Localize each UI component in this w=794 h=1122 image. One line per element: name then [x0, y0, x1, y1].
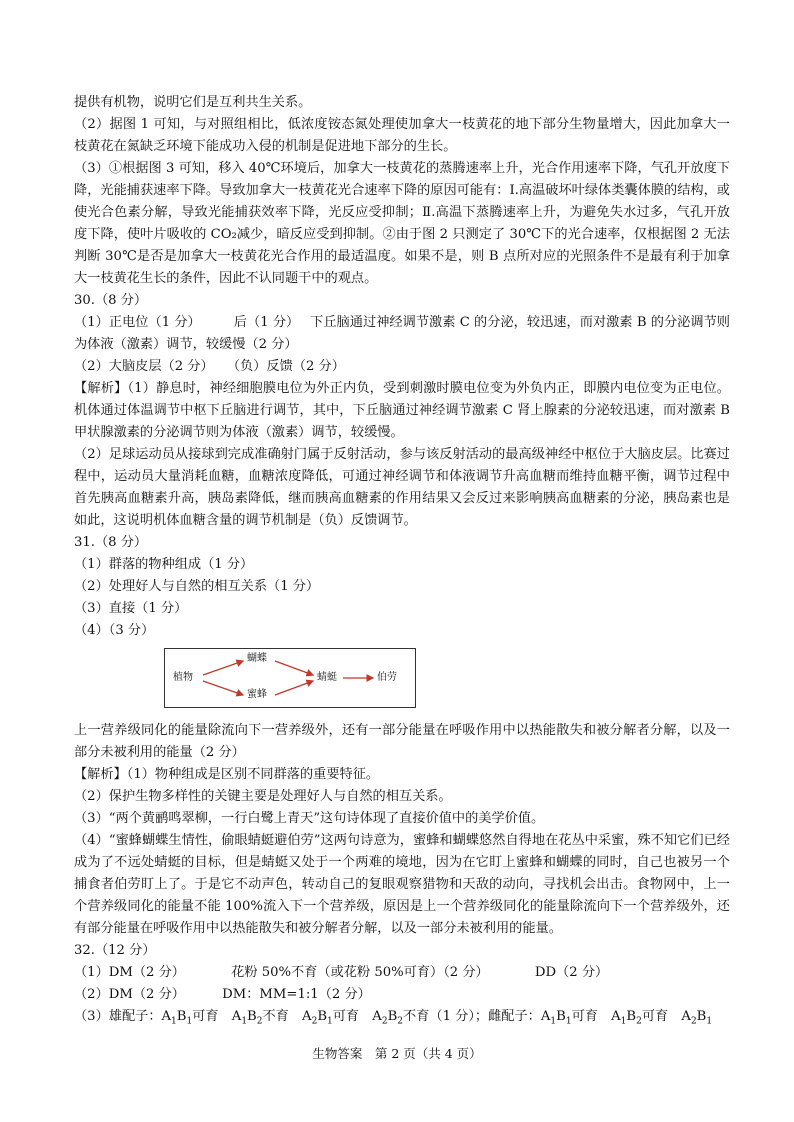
node-shrike: 伯劳 [377, 672, 397, 683]
answer-30-2: （2）大脑皮层（2 分） （负）反馈（2 分） [74, 359, 345, 374]
answer-32-1: （1）DM（2 分） 花粉 50%不育（或花粉 50%可育）（2 分） DD（2 分） [74, 965, 609, 980]
t: B [696, 1009, 707, 1024]
question-heading-31: 31.（8 分） [74, 535, 148, 550]
sub: 2 [311, 1016, 318, 1027]
sub: 2 [381, 1016, 388, 1027]
sub: 1 [241, 1016, 248, 1027]
node-bee: 蜜蜂 [247, 689, 267, 700]
page-footer: 生物答案 第 2 页（共 4 页） [312, 1046, 482, 1061]
answer-31-1: （1）群落的物种组成（1 分） [74, 557, 254, 572]
question-heading-32: 32.（12 分） [74, 943, 156, 958]
t: 可育 A [332, 1009, 382, 1024]
document-body [74, 92, 730, 1033]
node-dragonfly: 蜻蜓 [317, 672, 337, 683]
t: 不育 A [262, 1009, 312, 1024]
answer-31-4-text: 上一营养级同化的能量除流向下一营养级外，还有一部分能量在呼吸作用中以热能散失和被分解者分解，以及一部分未被利用的能量（2 分） [74, 723, 730, 760]
analysis-31-4: （4）“蜜蜂蝴蝶生情性，偷眼蜻蜓避伯劳”这两句诗意为，蜜蜂和蝴蝶悠然自得地在花丛中采蜜，殊不知它们已经成为了不远处蜻蜓的目标，但是蜻蜓又处于一个两难的境地，因为在它盯上蜜蜂和蝴蝶的同时，自己也被另一个捕食者伯劳盯上了。于是它不动声色，转动自己的复眼观察猎物和天敌的动向，寻找机会出击。食物网中，上一个营养级同化的能量不能 100%流入下一个营养级，原因是上一个营养级同化的能量除流向下一个营养级外，还有部分能量在呼吸作用中以热能散失和被分解者分解，以及一部分未被利用的能量。 [74, 833, 730, 936]
arrow-plant-butterfly [203, 661, 243, 675]
text-line: 提供有机物，说明它们是互利共生关系。 [74, 95, 312, 110]
sub: 1 [327, 1016, 333, 1027]
sub: 1 [171, 1016, 177, 1027]
node-butterfly: 蝴蝶 [247, 653, 267, 664]
sub: 2 [690, 1016, 697, 1027]
analysis-31-3: （3）“两个黄鹂鸣翠柳，一行白鹭上青天”这句诗体现了直接价值中的美学价值。 [74, 811, 545, 826]
sub: 1 [706, 1016, 713, 1027]
sub: 1 [565, 1016, 572, 1027]
answer-32-2: （2）DM（2 分） DM：MM=1:1（2 分） [74, 987, 371, 1002]
answer-32-3 [74, 1006, 730, 1033]
text-paragraph: （3）①根据图 3 可知，移入 40℃环境后，加拿大一枝黄花的蒸腾速率上升，光合作用速率下降，气孔开放度下降，光能捕获速率下降。导致加拿大一枝黄花光合速率下降的原因可能有：Ⅰ.高温破坏叶绿体类囊体膜的结构，或使光合色素分解，导致光能捕获效率下降，光反应受抑制；Ⅱ.高温下蒸腾速率上升，为避免失水过多，气孔开放度下降，使叶片吸收的 CO₂减少，暗反应受到抑制。②由于图 2 只测定了 30℃下的光合速率，仅根据图 2 无法判断 30℃是否是加拿大一枝黄花光合作用的最适温度。如果不是，则 B 点所对应的光照条件不是最有利于加拿大一枝黄花生长的条件，因此不认同题干中的观点。 [74, 161, 730, 286]
answer-31-4: （4）（3 分） [74, 623, 155, 638]
sub: 2 [256, 1016, 263, 1027]
sub: 1 [620, 1016, 627, 1027]
answer-30-1: （1）正电位（1 分） 后（1 分） 下丘脑通过神经调节激素 C 的分泌，较迅速，而对激素 B 的分泌调节则为体液（激素）调节，较缓慢（2 分） [74, 315, 730, 352]
t: （3）雄配子：A [74, 1009, 172, 1024]
food-web-diagram [164, 648, 416, 708]
t: B [176, 1009, 187, 1024]
sub: 1 [186, 1016, 193, 1027]
t: B [626, 1009, 637, 1024]
t: 可育 A [571, 1009, 621, 1024]
analysis-31-2: （2）保护生物多样性的关键主要是处理好人与自然的相互关系。 [74, 789, 452, 804]
t: B [317, 1009, 328, 1024]
sub: 1 [550, 1016, 557, 1027]
t: 不育（1 分）；雌配子：A [403, 1009, 551, 1024]
sub: 2 [397, 1016, 404, 1027]
text-paragraph: （2）据图 1 可知，与对照组相比，低浓度铵态氮处理使加拿大一枝黄花的地下部分生物量增大，因此加拿大一枝黄花在氮缺乏环境下能成功入侵的机制是促进地下部分的生长。 [74, 117, 730, 154]
arrow-bee-dragonfly [275, 681, 313, 695]
analysis-30-2: （2）足球运动员从接球到完成准确射门属于反射活动，参与该反射活动的最高级神经中枢位于大脑皮层。比赛过程中，运动员大量消耗血糖，血糖浓度降低，可通过神经调节和体液调节升高血糖而维持血糖平衡，调节过程中首先胰高血糖素升高，胰岛素降低，继而胰高血糖素的作用结果又会反过来影响胰高血糖素的分泌，胰岛素也是如此，这说明机体血糖含量的调节机制是（负）反馈调节。 [74, 447, 730, 528]
t: B [556, 1009, 566, 1024]
arrow-plant-bee [203, 681, 243, 695]
t: B [247, 1009, 257, 1024]
t: B [387, 1009, 398, 1024]
analysis-31-1: 【解析】（1）物种组成是区别不同群落的重要特征。 [74, 767, 380, 782]
analysis-30-1: 【解析】（1）静息时，神经细胞膜电位为外正内负，受到刺激时膜电位变为外负内正，即膜内电位变为正电位。机体通过体温调节中枢下丘脑进行调节，其中，下丘脑通过神经调节激素 C 肾上腺素的分泌较迅速，而对激素 B 甲状腺激素的分泌调节则为体液（激素）调节，较缓慢。 [74, 381, 730, 440]
node-plant: 植物 [173, 672, 193, 683]
sub: 2 [636, 1016, 642, 1027]
t: 可育 A [641, 1009, 691, 1024]
question-heading-30: 30.（8 分） [74, 293, 148, 308]
arrow-butterfly-dragonfly [275, 661, 313, 675]
answer-31-3: （3）直接（1 分） [74, 601, 188, 616]
answer-31-2: （2）处理好人与自然的相互关系（1 分） [74, 579, 320, 594]
t: 可育 A [192, 1009, 242, 1024]
